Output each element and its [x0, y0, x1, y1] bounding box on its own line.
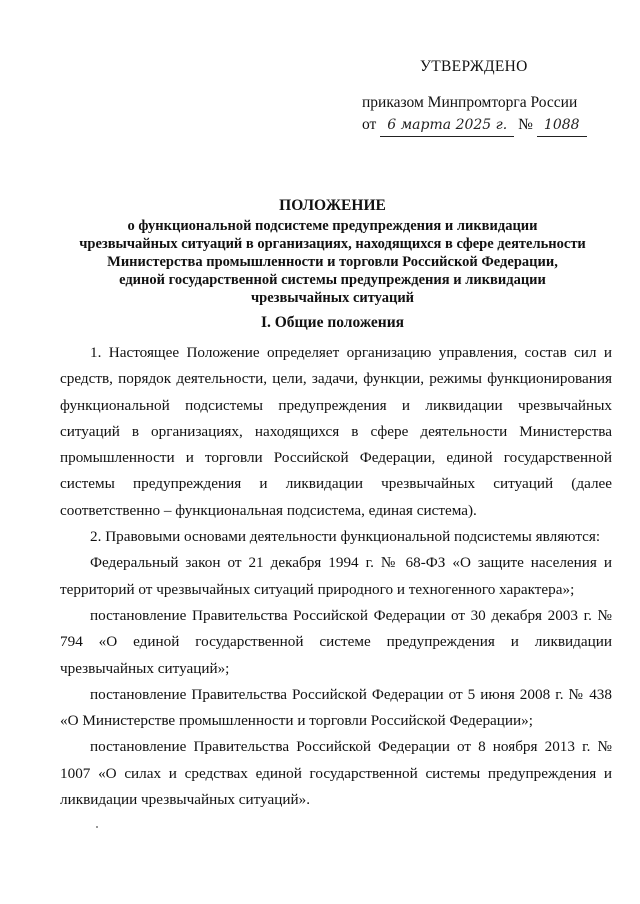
approval-from-label: от	[362, 116, 377, 133]
title-line: о функциональной подсистеме предупреждения и ликвидации	[127, 218, 538, 234]
paragraph-2: 2. Правовыми основами деятельности функциональной подсистемы являются:	[90, 528, 601, 546]
title-line: чрезвычайных ситуаций в организациях, находящихся в сфере деятельности	[79, 236, 586, 252]
section-heading: I. Общие положения	[260, 314, 405, 331]
document-heading: ПОЛОЖЕНИЕ	[279, 197, 386, 214]
approval-number-label: №	[518, 116, 533, 133]
legal-basis-item: постановление Правительства Российской Федерации от 8 ноября 2013 г. № 1007 «О силах и средствах единой государственной системы предупреждения и ликвидации чрезвычайных ситуаций».	[60, 738, 612, 809]
scan-speck	[96, 826, 98, 828]
title-line: Министерства промышленности и торговли Российской Федерации,	[107, 254, 558, 270]
title-line: единой государственной системы предупреждения и ликвидации	[119, 272, 546, 288]
title-line: чрезвычайных ситуаций	[250, 290, 415, 306]
paragraph-1: 1. Настоящее Положение определяет организацию управления, состав сил и средств, порядок деятельности, цели, задачи, функции, режимы функционирования функциональной подсистемы предупреждения и ликвидации чрезвычайных ситуаций в организациях, находящихся в сфере деятельности Министерства промышленности и торговли Российской Федерации, единой государственной системы предупреждения и ликвидации чрезвычайных ситуаций (далее соответственно – функциональная подсистема, единая система).	[60, 344, 612, 519]
handwritten-date: 6 марта 2025 г.	[380, 114, 514, 137]
approval-block	[362, 56, 624, 137]
legal-basis-item: постановление Правительства Российской Федерации от 5 июня 2008 г. № 438 «О Министерстве промышленности и торговли Российской Федерации»;	[60, 685, 612, 730]
approval-order-text: приказом Минпромторга России	[362, 94, 578, 111]
handwritten-number: 1088	[537, 114, 587, 137]
approval-date-line	[362, 114, 624, 137]
legal-basis-item: Федеральный закон от 21 декабря 1994 г. № 68-ФЗ «О защите населения и территорий от чрезвычайных ситуаций природного и техногенного характера»;	[60, 554, 612, 598]
approval-stamp: УТВЕРЖДЕНО	[420, 58, 528, 75]
legal-basis-item: постановление Правительства Российской Федерации от 30 декабря 2003 г. № 794 «О единой государственной системе предупреждения и ликвидации чрезвычайных ситуаций»;	[60, 606, 612, 677]
document-title	[60, 197, 605, 307]
document-body	[60, 340, 612, 813]
